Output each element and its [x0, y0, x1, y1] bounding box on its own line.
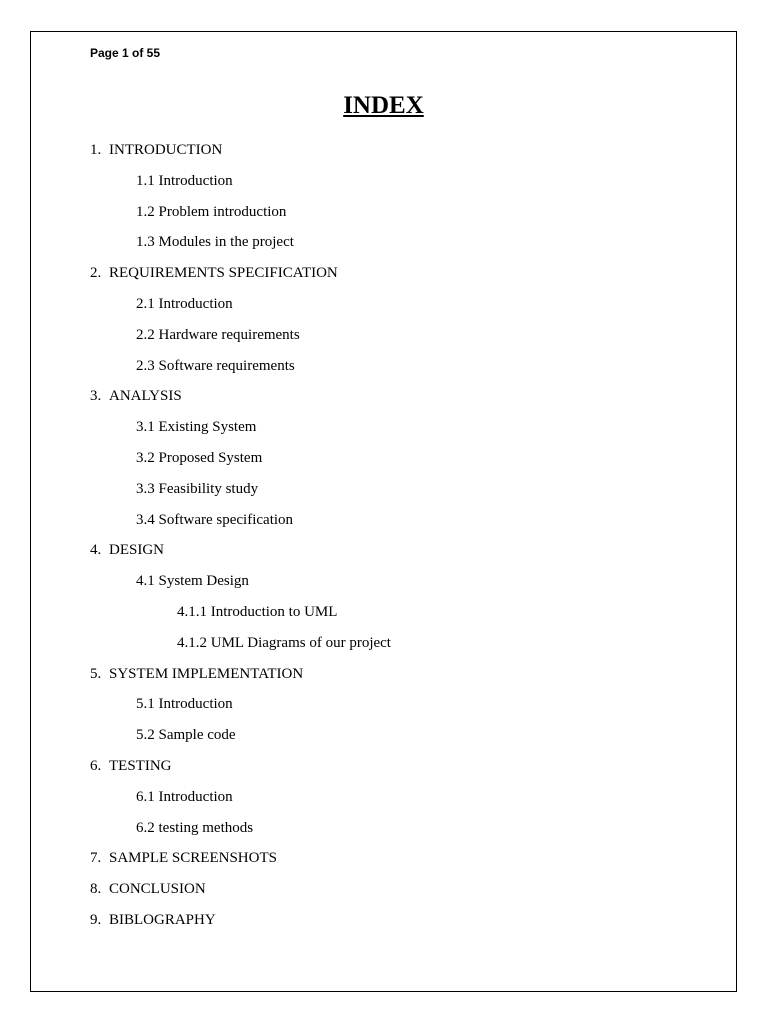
toc-entry-text: INTRODUCTION: [109, 142, 223, 158]
toc-subsection-entry: [136, 449, 262, 467]
toc-subsection-entry: [136, 572, 249, 590]
page-number-label: Page 1 of 55: [90, 46, 161, 60]
toc-entry-text: 1.2 Problem introduction: [136, 203, 287, 220]
toc-section-number: 1.: [90, 142, 102, 158]
toc-subsection-entry: [136, 357, 295, 375]
toc-section-entry: [90, 880, 206, 898]
document-page: [30, 31, 737, 992]
toc-section-number: 6.: [90, 758, 102, 774]
toc-entry-text: SAMPLE SCREENSHOTS: [109, 850, 277, 867]
toc-entry-text: 3.1 Existing System: [136, 419, 257, 436]
toc-entry-text: 5.1 Introduction: [136, 696, 233, 713]
toc-entry-text: BIBLOGRAPHY: [109, 912, 216, 928]
toc-subsection-entry: [136, 480, 258, 498]
toc-entry-text: 4.1.2 UML Diagrams of our project: [177, 634, 391, 651]
toc-subsection-entry: [136, 788, 233, 806]
toc-entry-text: 3.3 Feasibility study: [136, 480, 259, 497]
toc-section-entry: [90, 541, 164, 559]
toc-entry-text: 3.4 Software specification: [136, 511, 294, 528]
toc-subsection-entry: [136, 172, 233, 190]
toc-section-entry: [90, 665, 303, 683]
toc-section-number: 3.: [90, 388, 102, 405]
toc-entry-text: 2.1 Introduction: [136, 296, 233, 312]
page-title: INDEX: [343, 92, 424, 119]
toc-subsection-entry: [136, 726, 236, 744]
toc-subsection-entry: [136, 326, 300, 344]
toc-section-entry: [90, 141, 222, 159]
toc-section-number: 2.: [90, 265, 102, 282]
toc-subsection-entry: [136, 819, 253, 837]
toc-section-number: 8.: [90, 881, 102, 898]
toc-section-entry: [90, 264, 338, 282]
toc-section-entry: [90, 911, 216, 929]
toc-subsection-entry: [136, 233, 294, 251]
toc-section-number: 7.: [90, 850, 102, 867]
toc-entry-text: REQUIREMENTS SPECIFICATION: [109, 265, 338, 282]
toc-subsection-entry: [136, 295, 233, 313]
toc-entry-text: 5.2 Sample code: [136, 727, 236, 744]
toc-entry-text: ANALYSIS: [109, 388, 182, 405]
toc-section-number: 9.: [90, 912, 102, 928]
toc-section-number: 4.: [90, 542, 102, 559]
toc-entry-text: 6.2 testing methods: [136, 819, 254, 836]
toc-subsection-entry: [136, 418, 256, 436]
toc-entry-text: DESIGN: [109, 542, 164, 559]
toc-section-entry: [90, 849, 277, 867]
toc-entry-text: 1.3 Modules in the project: [136, 234, 294, 251]
table-of-contents: [31, 32, 736, 991]
toc-entry-text: 4.1.1 Introduction to UML: [177, 604, 338, 620]
toc-entry-text: 4.1 System Design: [136, 573, 249, 590]
toc-subsection-entry: [136, 511, 293, 529]
toc-section-entry: [90, 387, 182, 405]
toc-entry-text: 2.3 Software requirements: [136, 357, 295, 374]
toc-subsection-entry: [177, 634, 391, 652]
toc-section-entry: [90, 757, 172, 775]
toc-section-number: 5.: [90, 665, 102, 682]
toc-subsection-entry: [177, 603, 337, 621]
toc-entry-text: TESTING: [109, 758, 172, 774]
toc-subsection-entry: [136, 695, 233, 713]
toc-entry-text: 1.1 Introduction: [136, 172, 233, 189]
toc-subsection-entry: [136, 203, 286, 221]
toc-entry-text: CONCLUSION: [109, 881, 206, 898]
toc-entry-text: 6.1 Introduction: [136, 788, 233, 805]
toc-entry-text: SYSTEM IMPLEMENTATION: [109, 665, 304, 682]
toc-entry-text: 3.2 Proposed System: [136, 450, 263, 466]
toc-entry-text: 2.2 Hardware requirements: [136, 326, 300, 343]
